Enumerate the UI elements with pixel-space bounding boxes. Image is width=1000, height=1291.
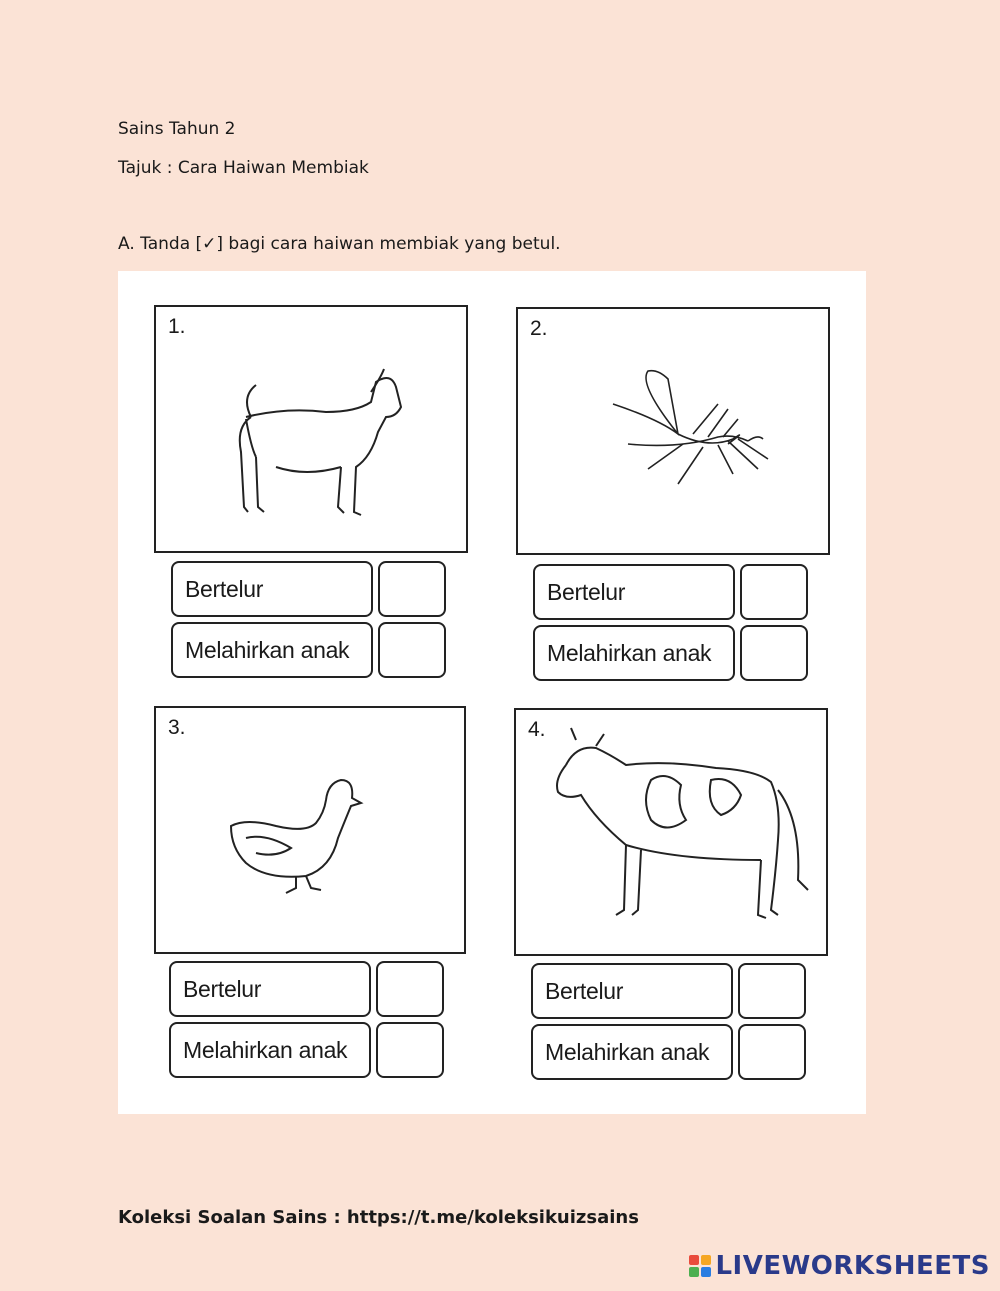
q4-option-bertelur: Bertelur	[531, 963, 733, 1019]
question-1-card	[154, 305, 468, 553]
question-number: 4.	[528, 718, 546, 741]
question-number: 2.	[530, 317, 548, 340]
q3-checkbox-bertelur[interactable]	[376, 961, 444, 1017]
goat-icon	[156, 307, 466, 551]
q2-checkbox-bertelur[interactable]	[740, 564, 808, 620]
cow-icon	[516, 710, 826, 954]
duck-icon	[156, 708, 464, 952]
q1-option-bertelur: Bertelur	[171, 561, 373, 617]
q3-checkbox-melahirkan-anak[interactable]	[376, 1022, 444, 1078]
brand-logo	[689, 1251, 990, 1281]
q4-checkbox-melahirkan-anak[interactable]	[738, 1024, 806, 1080]
worksheet-panel	[118, 271, 866, 1114]
question-number: 3.	[168, 716, 186, 739]
q3-option-bertelur: Bertelur	[169, 961, 371, 1017]
footer-link-text: Koleksi Soalan Sains : https://t.me/koleksikuizsains	[118, 1207, 639, 1228]
q4-checkbox-bertelur[interactable]	[738, 963, 806, 1019]
question-2-card	[516, 307, 830, 555]
brand-name: LIVEWORKSHEETS	[715, 1251, 990, 1281]
q4-option-melahirkan-anak: Melahirkan anak	[531, 1024, 733, 1080]
q2-checkbox-melahirkan-anak[interactable]	[740, 625, 808, 681]
question-3-card	[154, 706, 466, 954]
question-number: 1.	[168, 315, 186, 338]
subject-label: Sains Tahun 2	[118, 119, 236, 139]
q2-option-bertelur: Bertelur	[533, 564, 735, 620]
q2-option-melahirkan-anak: Melahirkan anak	[533, 625, 735, 681]
q1-checkbox-melahirkan-anak[interactable]	[378, 622, 446, 678]
instruction-text: A. Tanda [✓] bagi cara haiwan membiak yang betul.	[118, 234, 561, 254]
liveworksheets-logo-icon	[689, 1255, 711, 1277]
topic-title: Tajuk : Cara Haiwan Membiak	[118, 158, 369, 178]
q1-checkbox-bertelur[interactable]	[378, 561, 446, 617]
q3-option-melahirkan-anak: Melahirkan anak	[169, 1022, 371, 1078]
question-4-card	[514, 708, 828, 956]
q1-option-melahirkan-anak: Melahirkan anak	[171, 622, 373, 678]
mosquito-icon	[518, 309, 828, 553]
